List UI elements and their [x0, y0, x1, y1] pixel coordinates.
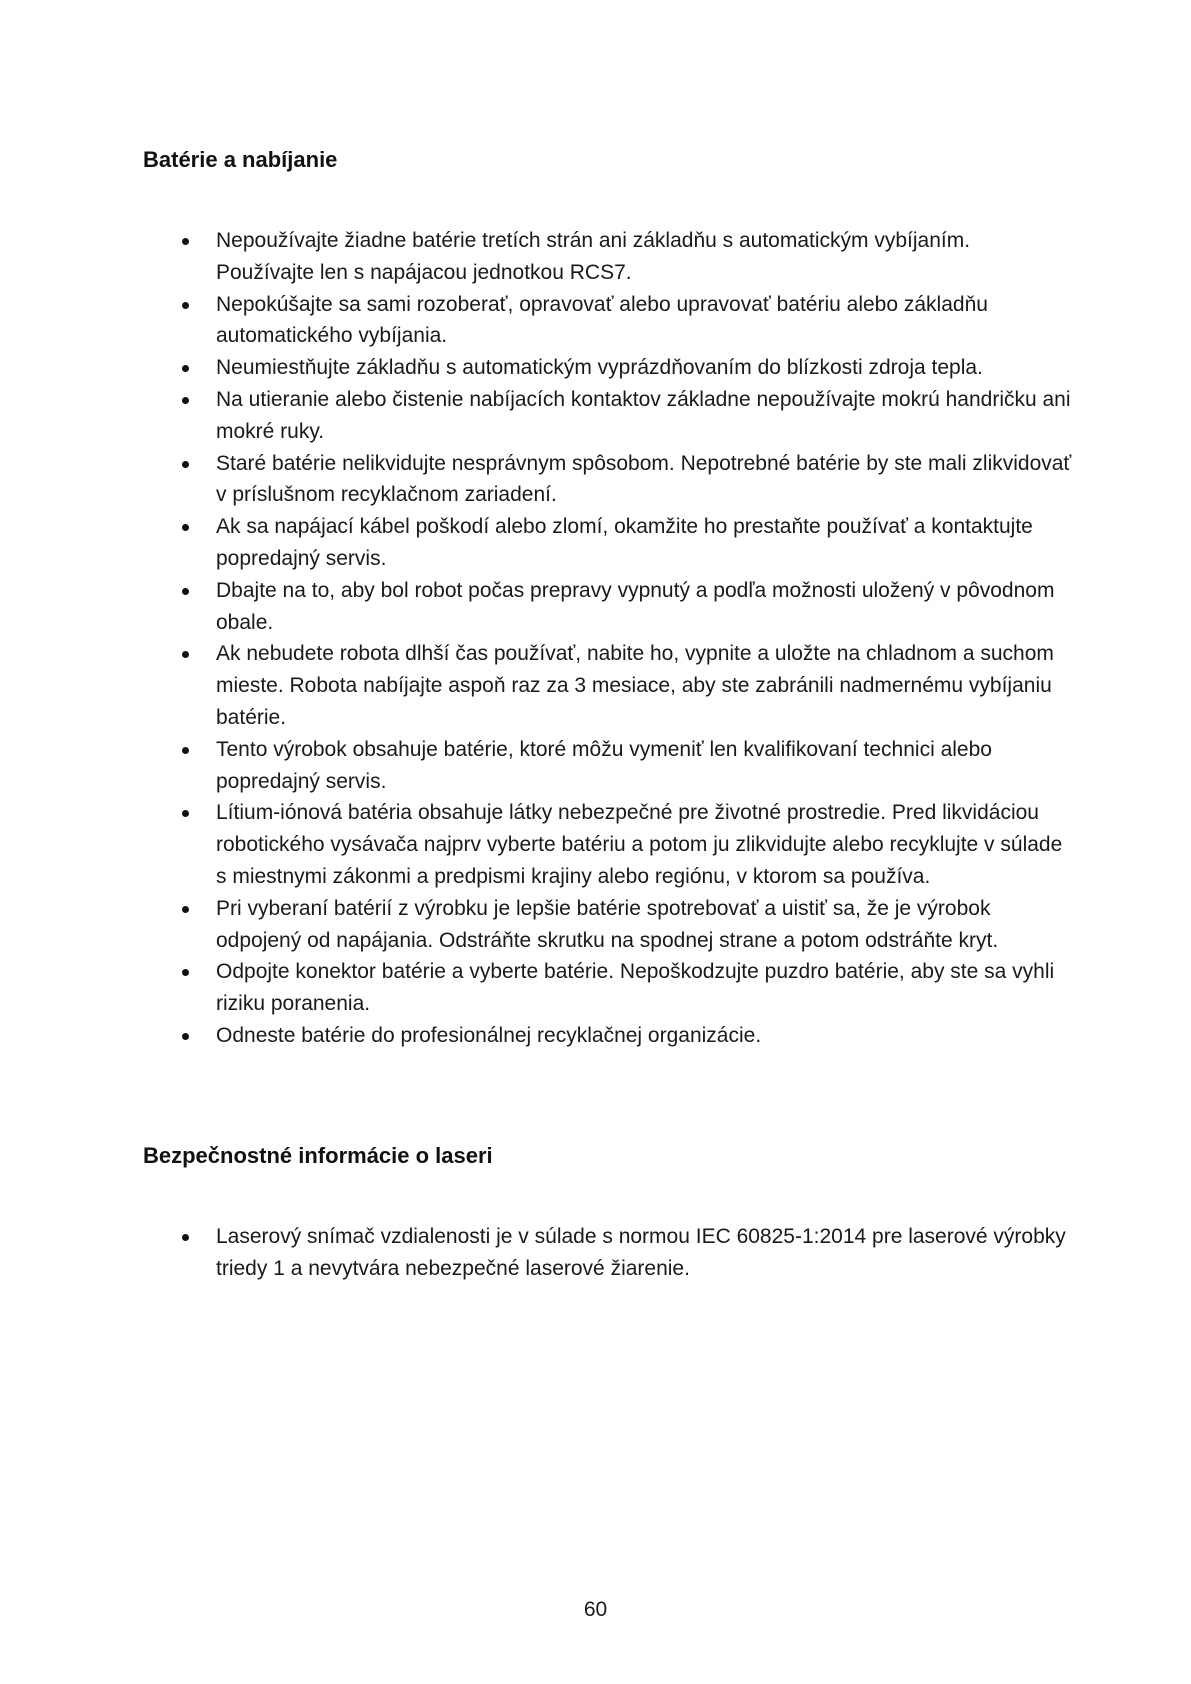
list-item-text: Tento výrobok obsahuje batérie, ktoré môžu vymeniť len kvalifikovaní technici alebo popredajný servis.	[216, 737, 992, 793]
bullet-icon	[182, 651, 189, 658]
page-number: 60	[583, 1598, 608, 1621]
bullet-icon	[182, 397, 189, 404]
list-item	[143, 352, 1073, 384]
list-item-text: Ak sa napájací kábel poškodí alebo zlomí, okamžite ho prestaňte používať a kontaktujte popredajný servis.	[216, 515, 1033, 570]
list-item-text: Odpojte konektor batérie a vyberte batérie. Nepoškodzujte puzdro batérie, aby ste sa vyhli riziku poranenia.	[216, 960, 1055, 1016]
list-item-text: Nepoužívajte žiadne batérie tretích strán ani základňu s automatickým vybíjaním. Používajte len s napájacou jednotkou RCS7.	[216, 229, 971, 284]
list-item-text: Dbajte na to, aby bol robot počas prepravy vypnutý a podľa možnosti uložený v pôvodnom obale.	[216, 578, 1055, 634]
bullet-icon	[182, 1033, 189, 1040]
list-item-text: Nepokúšajte sa sami rozoberať, opravovať alebo upravovať batériu alebo základňu automatického vybíjania.	[216, 292, 988, 348]
bullet-icon	[182, 588, 189, 595]
list-item-text: Odneste batérie do profesionálnej recyklačnej organizácie.	[216, 1023, 762, 1047]
list-item	[143, 575, 1073, 639]
list-item-text: Neumiestňujte základňu s automatickým vyprázdňovaním do blízkosti zdroja tepla.	[216, 356, 983, 380]
list-item-text: Staré batérie nelikvidujte nesprávnym spôsobom. Nepotrebné batérie by ste mali zlikvidovať v príslušnom recyklačnom zariadení.	[216, 451, 1072, 507]
list-item-text: Na utieranie alebo čistenie nabíjacích kontaktov základne nepoužívajte mokrú handričku ani mokré ruky.	[216, 387, 1071, 443]
bullet-icon	[182, 302, 189, 309]
list-item	[143, 225, 1073, 289]
bullet-icon	[182, 810, 189, 817]
list-item	[143, 1020, 1073, 1052]
list-item	[143, 511, 1073, 575]
laser-bullet-list	[143, 1221, 1073, 1285]
list-item	[143, 893, 1073, 957]
list-item-text: Ak nebudete robota dlhší čas používať, nabite ho, vypnite a uložte na chladnom a suchom mieste. Robota nabíjajte aspoň raz za 3 mesiace, aby ste zabránili nadmernému vybíjaniu batérie.	[216, 642, 1054, 729]
bullet-icon	[182, 524, 189, 531]
bullet-icon	[182, 365, 189, 372]
section-heading-laser: Bezpečnostné informácie o laseri	[143, 1143, 493, 1168]
list-item-text: Lítium-iónová batéria obsahuje látky nebezpečné pre životné prostredie. Pred likvidáciou robotického vysávača najprv vyberte batériu a potom ju zlikvidujte alebo recyklujte v súlade s miestnymi zákonmi a predpismi krajiny alebo regiónu, v ktorom sa používa.	[216, 801, 1063, 888]
bullet-icon	[182, 238, 189, 245]
list-item-text: Laserový snímač vzdialenosti je v súlade s normou IEC 60825-1:2014 pre laserové výrobky triedy 1 a nevytvára nebezpečné laserové žiarenie.	[216, 1225, 1066, 1280]
list-item-text: Pri vyberaní batérií z výrobku je lepšie batérie spotrebovať a uistiť sa, že je výrobok odpojený od napájania. Odstráňte skrutku na spodnej strane a potom odstráňte kryt.	[216, 896, 999, 952]
list-item	[143, 638, 1073, 733]
bullet-icon	[182, 747, 189, 754]
list-item	[143, 956, 1073, 1020]
section-heading-battery: Batérie a nabíjanie	[143, 147, 338, 172]
bullet-icon	[182, 1234, 189, 1241]
list-item	[143, 1221, 1073, 1285]
list-item	[143, 797, 1073, 892]
list-item	[143, 289, 1073, 353]
list-item	[143, 384, 1073, 448]
bullet-icon	[182, 906, 189, 913]
list-item	[143, 734, 1073, 798]
battery-bullet-list	[143, 225, 1073, 1052]
bullet-icon	[182, 461, 189, 468]
bullet-icon	[182, 969, 189, 976]
list-item	[143, 448, 1073, 512]
